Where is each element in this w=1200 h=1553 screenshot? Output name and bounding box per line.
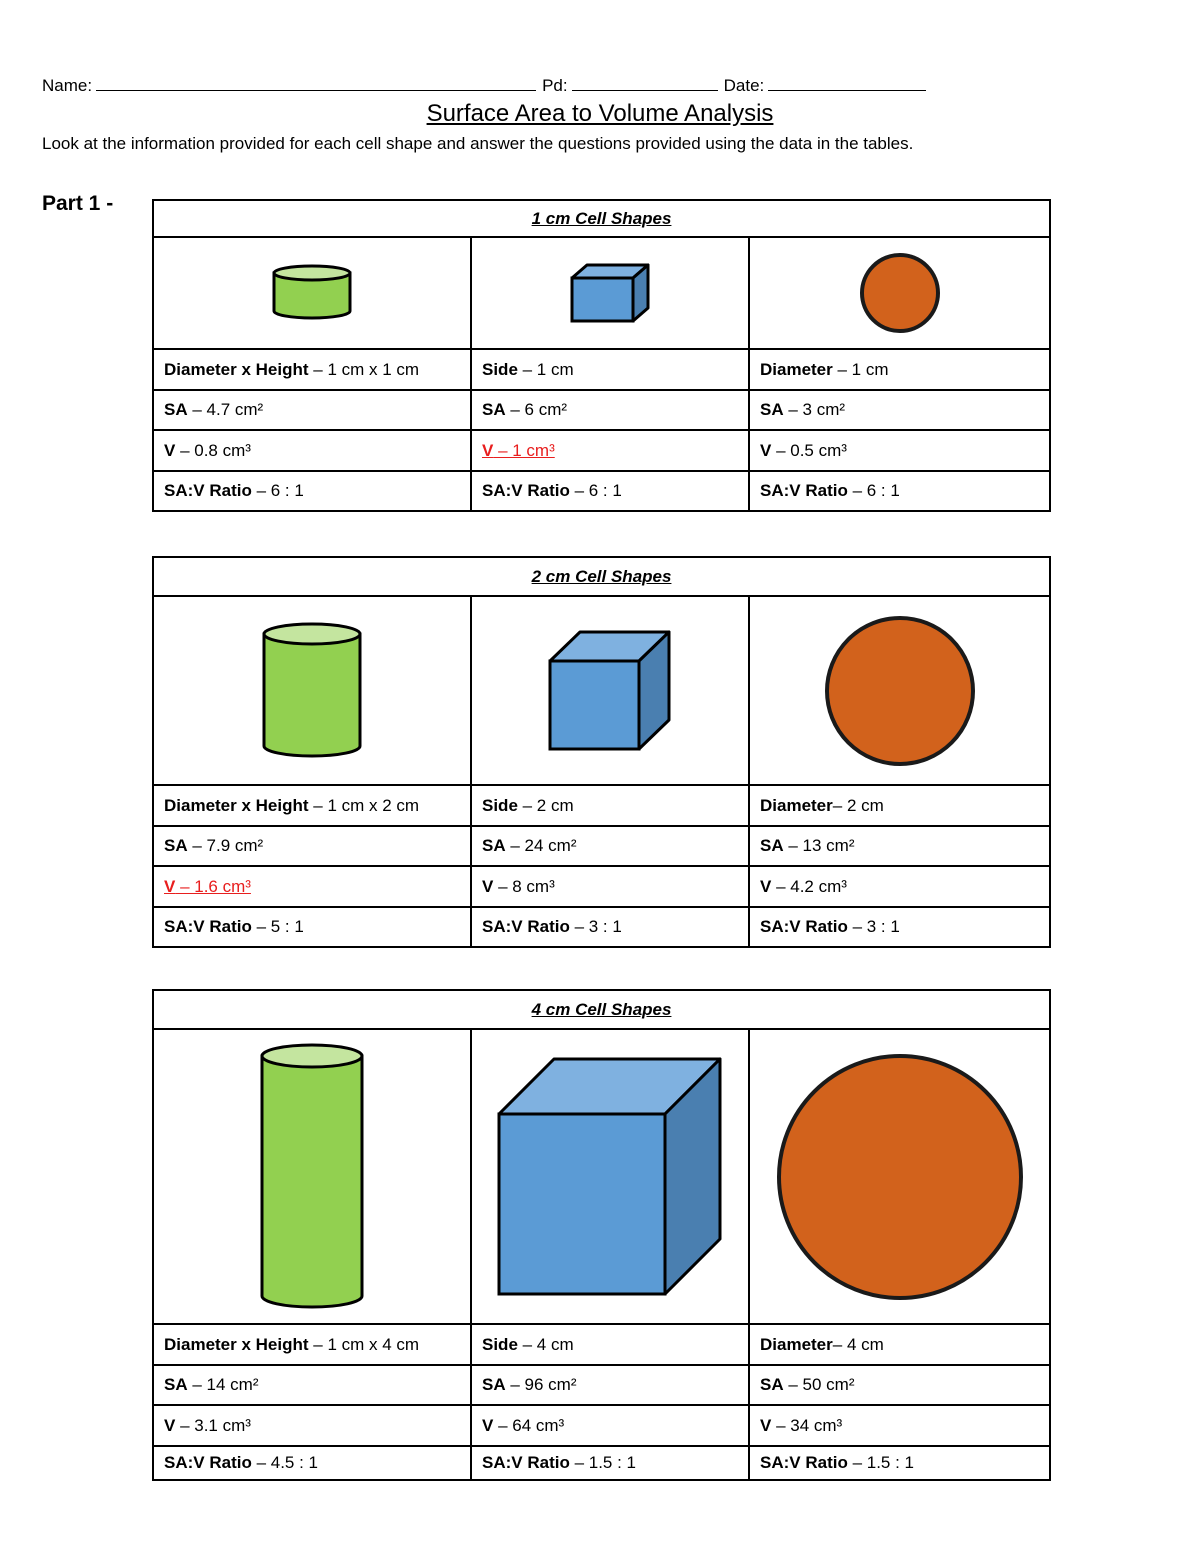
instructions: Look at the information provided for each cell shape and answer the questions provided using the data in the tables. (42, 134, 914, 153)
cube-dimension: Side – 4 cm (471, 1324, 749, 1365)
cylinder-dimension: Diameter x Height – 1 cm x 1 cm (153, 349, 471, 390)
cube-dimension: Side – 1 cm (471, 349, 749, 390)
image-cell (153, 596, 471, 785)
table-caption: 4 cm Cell Shapes (153, 990, 1050, 1029)
header-line (42, 74, 932, 96)
cylinder-dimension: Diameter x Height – 1 cm x 4 cm (153, 1324, 471, 1365)
cylinder-volume: V – 3.1 cm³ (153, 1405, 471, 1446)
image-cell (471, 237, 749, 349)
cube-volume: V – 1 cm³ (471, 430, 749, 471)
image-cell (749, 237, 1050, 349)
period-field[interactable] (572, 74, 718, 91)
cube-dimension: Side – 2 cm (471, 785, 749, 826)
cylinder-surface-area: SA – 7.9 cm² (153, 826, 471, 866)
cube-volume: V – 8 cm³ (471, 866, 749, 907)
sphere-volume: V – 4.2 cm³ (749, 866, 1050, 907)
cylinder-ratio: SA:V Ratio – 6 : 1 (153, 471, 471, 511)
image-cell (153, 237, 471, 349)
cube-ratio: SA:V Ratio – 3 : 1 (471, 907, 749, 947)
image-cell (749, 596, 1050, 785)
cube-volume: V – 64 cm³ (471, 1405, 749, 1446)
page-title: Surface Area to Volume Analysis (426, 100, 774, 127)
cylinder-icon (259, 1043, 365, 1311)
image-cell (153, 1029, 471, 1324)
cylinder-volume: V – 0.8 cm³ (153, 430, 471, 471)
cube-surface-area: SA – 6 cm² (471, 390, 749, 430)
sphere-surface-area: SA – 13 cm² (749, 826, 1050, 866)
table-caption: 2 cm Cell Shapes (153, 557, 1050, 596)
sphere-surface-area: SA – 50 cm² (749, 1365, 1050, 1405)
sphere-ratio: SA:V Ratio – 6 : 1 (749, 471, 1050, 511)
cylinder-icon (261, 622, 363, 760)
cube-surface-area: SA – 96 cm² (471, 1365, 749, 1405)
name-label: Name: (42, 76, 93, 95)
cube-ratio: SA:V Ratio – 1.5 : 1 (471, 1446, 749, 1480)
sphere-dimension: Diameter– 2 cm (749, 785, 1050, 826)
part-label: Part 1 - (42, 192, 114, 215)
shape-table-1cm (152, 199, 1051, 512)
cylinder-dimension: Diameter x Height – 1 cm x 2 cm (153, 785, 471, 826)
date-field[interactable] (768, 74, 926, 91)
cylinder-surface-area: SA – 4.7 cm² (153, 390, 471, 430)
sphere-volume: V – 34 cm³ (749, 1405, 1050, 1446)
cylinder-ratio: SA:V Ratio – 5 : 1 (153, 907, 471, 947)
sphere-volume: V – 0.5 cm³ (749, 430, 1050, 471)
cylinder-icon (272, 263, 352, 323)
image-cell (749, 1029, 1050, 1324)
sphere-icon (823, 614, 977, 768)
sphere-icon (858, 251, 942, 335)
table-caption: 1 cm Cell Shapes (153, 200, 1050, 237)
sphere-ratio: SA:V Ratio – 3 : 1 (749, 907, 1050, 947)
date-label: Date: (723, 76, 765, 95)
sphere-dimension: Diameter– 4 cm (749, 1324, 1050, 1365)
sphere-surface-area: SA – 3 cm² (749, 390, 1050, 430)
shape-table-2cm (152, 556, 1051, 948)
cylinder-surface-area: SA – 14 cm² (153, 1365, 471, 1405)
cube-ratio: SA:V Ratio – 6 : 1 (471, 471, 749, 511)
shape-table-4cm (152, 989, 1051, 1481)
cylinder-volume: V – 1.6 cm³ (153, 866, 471, 907)
pd-label: Pd: (542, 76, 568, 95)
image-cell (471, 596, 749, 785)
cube-surface-area: SA – 24 cm² (471, 826, 749, 866)
sphere-ratio: SA:V Ratio – 1.5 : 1 (749, 1446, 1050, 1480)
name-field[interactable] (96, 74, 536, 91)
sphere-icon (775, 1052, 1025, 1302)
cube-icon (496, 1056, 724, 1298)
cube-icon (569, 262, 651, 324)
image-cell (471, 1029, 749, 1324)
cube-icon (547, 629, 673, 753)
sphere-dimension: Diameter – 1 cm (749, 349, 1050, 390)
cylinder-ratio: SA:V Ratio – 4.5 : 1 (153, 1446, 471, 1480)
